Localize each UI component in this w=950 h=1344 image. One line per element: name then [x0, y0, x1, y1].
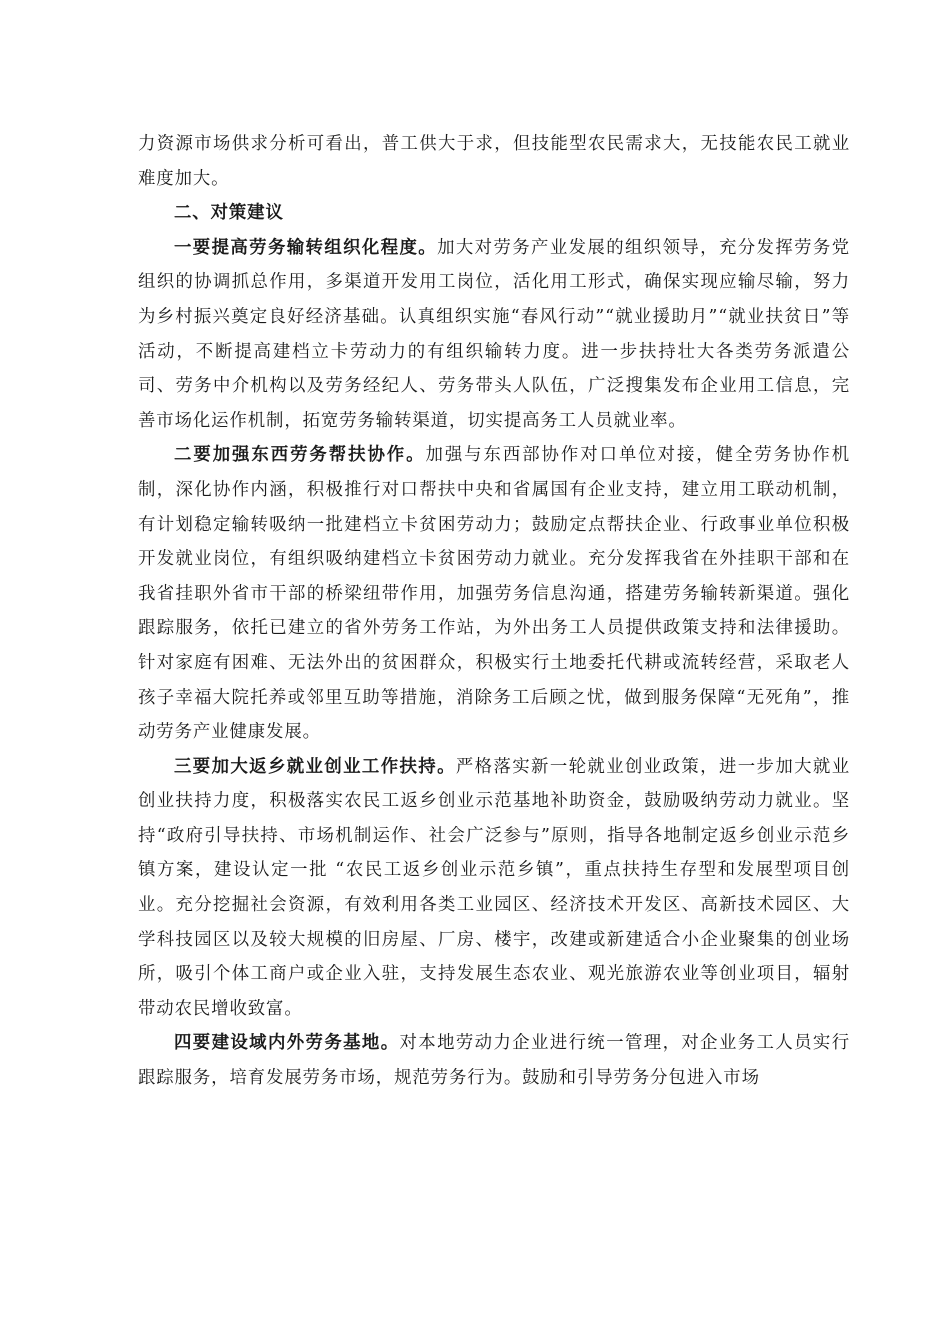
- section-title: 二、对策建议: [174, 203, 284, 224]
- point-1-paragraph: [138, 231, 850, 439]
- point-1-body: 加大对劳务产业发展的组织领导，充分发挥劳务党组织的协调抓总作用，多渠道开发用工岗位，活化用工形式，确保实现应输尽输，努力为乡村振兴奠定良好经济基础。认真组织实施“春风行动”“就业援助月”“就业扶贫日”等活动，不断提高建档立卡劳动力的有组织输转力度。进一步扶持壮大各类劳务派遣公司、劳务中介机构以及劳务经纪人、劳务带头人队伍，广泛搜集发布企业用工信息，完善市场化运作机制，拓宽劳务输转渠道，切实提高务工人员就业率。: [138, 237, 850, 431]
- point-4-paragraph: [138, 1026, 850, 1095]
- document-page: [138, 127, 850, 1096]
- point-4-body: 对本地劳动力企业进行统一管理，对企业务工人员实行跟踪服务，培育发展劳务市场，规范劳务行为。鼓励和引导劳务分包进入市场: [138, 1033, 850, 1089]
- point-3-body: 严格落实新一轮就业创业政策，进一步加大就业创业扶持力度，积极落实农民工返乡创业示范基地补助资金，鼓励吸纳劳动力就业。坚持“政府引导扶持、市场机制运作、社会广泛参与”原则，指导各地制定返乡创业示范乡镇方案，建设认定一批 “农民工返乡创业示范乡镇”，重点扶持生存型和发展型项目创业。充分挖掘社会资源，有效利用各类工业园区、经济技术开发区、高新技术园区、大学科技园区以及较大规模的旧房屋、厂房、楼宇，改建或新建适合小企业聚集的创业场所，吸引个体工商户或企业入驻，支持发展生态农业、观光旅游农业等创业项目，辐射带动农民增收致富。: [138, 756, 850, 1019]
- point-2-body: 加强与东西部协作对口单位对接，健全劳务协作机制，深化协作内涵，积极推行对口帮扶中央和省属国有企业支持，建立用工联动机制，有计划稳定输转吸纳一批建档立卡贫困劳动力；鼓励定点帮扶企业、行政事业单位积极开发就业岗位，有组织吸纳建档立卡贫困劳动力就业。充分发挥我省在外挂职干部和在我省挂职外省市干部的桥梁纽带作用，加强劳务信息沟通，搭建劳务输转新渠道。强化跟踪服务，依托已建立的省外劳务工作站，为外出务工人员提供政策支持和法律援助。针对家庭有困难、无法外出的贫困群众，积极实行土地委托代耕或流转经营，采取老人孩子幸福大院托养或邻里互助等措施，消除务工后顾之忧，做到服务保障“无死角”，推动劳务产业健康发展。: [138, 445, 850, 743]
- point-3-lead: 三要加大返乡就业创业工作扶持。: [174, 756, 456, 777]
- point-3-paragraph: [138, 750, 850, 1027]
- point-2-paragraph: [138, 438, 850, 749]
- point-4-lead: 四要建设域内外劳务基地。: [174, 1033, 400, 1054]
- continuation-paragraph: 力资源市场供求分析可看出，普工供大于求，但技能型农民需求大，无技能农民工就业难度加大。: [138, 134, 850, 189]
- point-1-lead: 一要提高劳务输转组织化程度。: [174, 237, 438, 258]
- point-2-lead: 二要加强东西劳务帮扶协作。: [174, 445, 426, 466]
